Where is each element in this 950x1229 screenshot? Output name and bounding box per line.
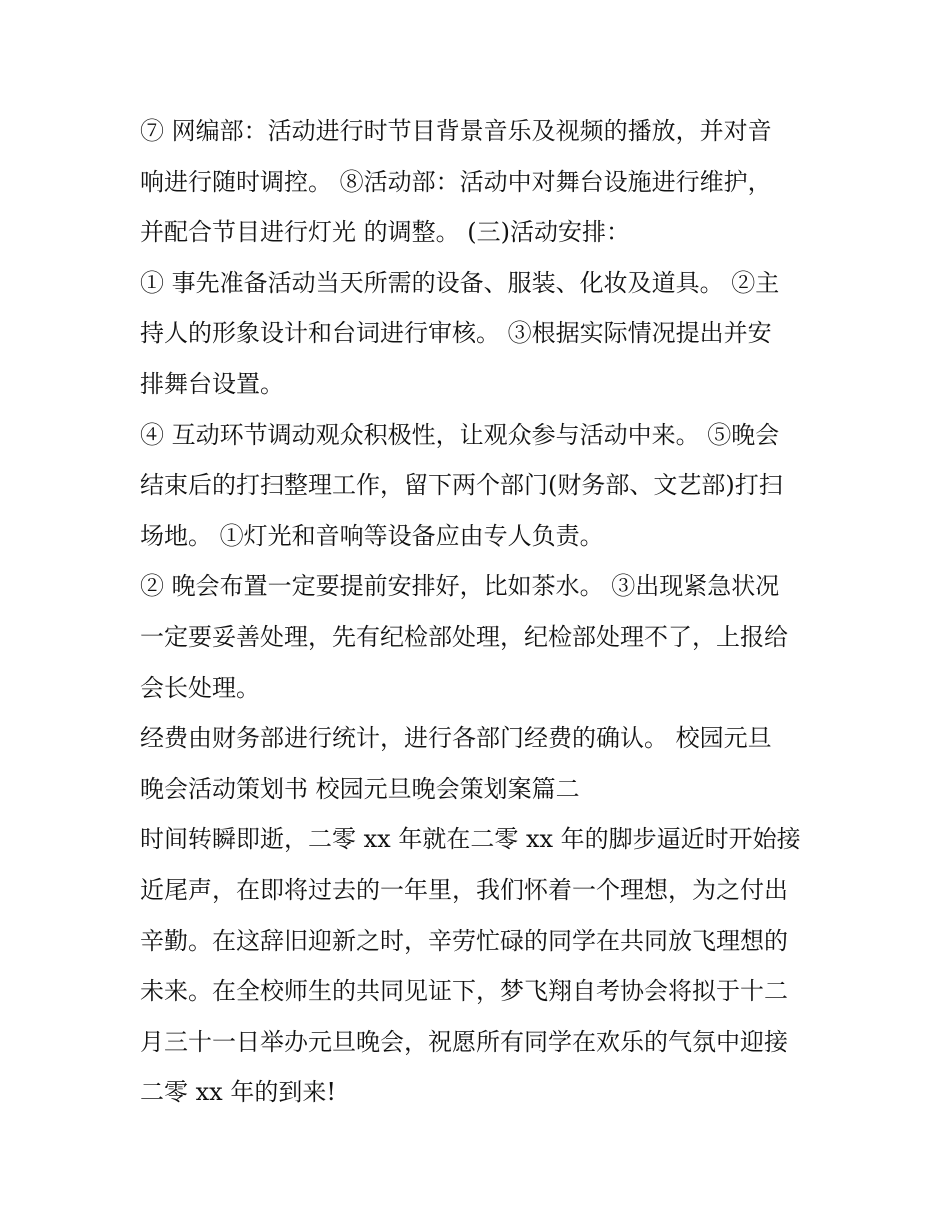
text-line: 结束后的打扫整理工作，留下两个部门(财务部、文艺部)打扫	[140, 471, 783, 500]
document-page	[140, 106, 830, 1118]
text-line: 排舞台设置。	[140, 369, 284, 398]
text-line: 场地。 ①灯光和音响等设备应由专人负责。	[140, 521, 604, 550]
text-line: 时间转瞬即逝，二零 xx 年就在二零 xx 年的脚步逼近时开始接	[140, 825, 801, 854]
text-line: 月三十一日举办元旦晚会，祝愿所有同学在欢乐的气氛中迎接	[140, 1027, 788, 1056]
text-line: 二零 xx 年的到来!	[140, 1078, 336, 1107]
text-line: 未来。在全校师生的共同见证下，梦飞翔自考协会将拟于十二	[140, 977, 788, 1006]
text-line: ① 事先准备活动当天所需的设备、服装、化妆及道具。 ②主	[140, 268, 780, 297]
text-line: 辛勤。在这辞旧迎新之时，辛劳忙碌的同学在共同放飞理想的	[140, 926, 788, 955]
text-line: 会长处理。	[140, 673, 260, 702]
text-line: ④ 互动环节调动观众积极性，让观众参与活动中来。 ⑤晚会	[140, 420, 780, 449]
text-line: ② 晚会布置一定要提前安排好，比如茶水。 ③出现紧急状况	[140, 572, 780, 601]
text-line: 持人的形象设计和台词进行审核。 ③根据实际情况提出并安	[140, 319, 772, 348]
text-line: 一定要妥善处理，先有纪检部处理，纪检部处理不了，上报给	[140, 622, 788, 651]
text-line: 响进行随时调控。 ⑧活动部：活动中对舞台设施进行维护，	[140, 167, 772, 196]
text-line: 晚会活动策划书 校园元旦晚会策划案篇二	[140, 774, 580, 803]
text-line: 并配合节目进行灯光 的调整。 (三)活动安排：	[140, 218, 630, 247]
text-line: 近尾声，在即将过去的一年里，我们怀着一个理想，为之付出	[140, 875, 788, 904]
text-line: 经费由财务部进行统计，进行各部门经费的确认。 校园元旦	[140, 724, 772, 753]
text-line: ⑦ 网编部：活动进行时节目背景音乐及视频的播放，并对音	[140, 117, 772, 145]
